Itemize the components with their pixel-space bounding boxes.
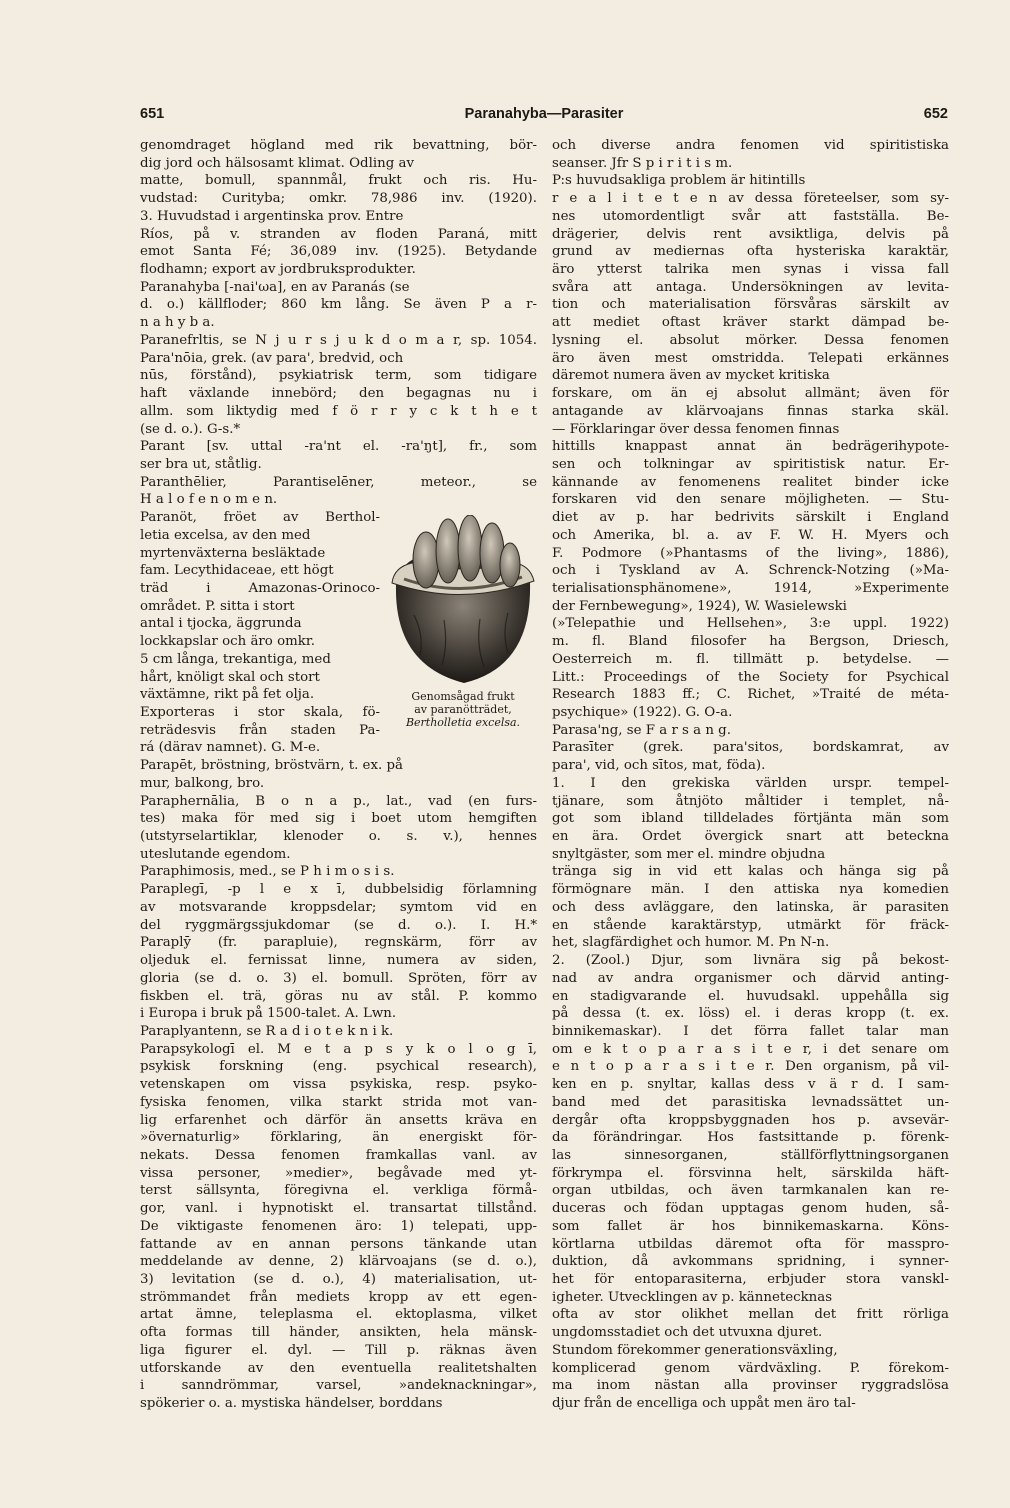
brazil-nut-illustration bbox=[384, 515, 542, 690]
text-line: 3) levitation (se d. o.), 4) materialisation, ut- bbox=[140, 1272, 537, 1287]
text-line: spökerier o. a. mystiska händelser, borddans bbox=[140, 1396, 443, 1412]
left-column bbox=[140, 137, 537, 1413]
running-title: Paranahyba—Parasiter bbox=[464, 106, 624, 122]
text-line: som fallet är hos binnikemaskarna. Köns- bbox=[552, 1218, 949, 1234]
text-line: dig jord och hälsosamt klimat. Odling av bbox=[140, 155, 414, 171]
text-line: nad av andra organismer och därvid anting- bbox=[552, 970, 949, 986]
text-line: antal i tjocka, äggrunda bbox=[140, 616, 302, 632]
text-line: att mediet oftast kräver starkt dämpad be- bbox=[552, 315, 949, 331]
text-line: Paranthēlier, Parantiselēner, meteor., se bbox=[140, 474, 537, 490]
text-line: n a h y b a. bbox=[140, 315, 215, 331]
text-line: diet av p. har bedrivits särskilt i England bbox=[552, 510, 949, 526]
text-line: nekats. Dessa fenomen framkallas vanl. av bbox=[140, 1147, 537, 1163]
text-line: hårt, knöligt skal och stort bbox=[140, 669, 320, 685]
text-line: genomdraget högland med rik bevattning, bör- bbox=[140, 138, 537, 153]
text-line: Parasīter (grek. para'sitos, bordskamrat, av bbox=[552, 740, 949, 756]
text-line: duktion, då avkommans spridning, i synner- bbox=[552, 1254, 949, 1270]
text-line: Paraplȳ (fr. parapluie), regnskärm, förr av bbox=[140, 935, 537, 951]
text-line: drägerier, delvis rent avsiktliga, delvis på bbox=[552, 226, 949, 242]
text-line: tion och materialisation försvåras särskilt av bbox=[552, 297, 949, 313]
text-line: matte, bomull, spannmål, frukt och ris. Hu- bbox=[140, 173, 537, 189]
text-line: P:s huvudsakliga problem är hitintills bbox=[552, 173, 806, 189]
text-line: och i Tyskland av A. Schrenck-Notzing (»Ma- bbox=[552, 563, 949, 579]
nut-1 bbox=[413, 532, 439, 588]
text-line: reträdesvis från staden Pa- bbox=[140, 722, 380, 738]
text-line: letia excelsa, av den med bbox=[140, 527, 311, 543]
text-line: kännande av fenomenens realitet binder icke bbox=[552, 474, 949, 490]
text-line: igheter. Utvecklingen av p. kännetecknas bbox=[552, 1289, 833, 1305]
text-line: psychique» (1922). G. O-a. bbox=[552, 705, 733, 720]
text-line: band med det parasitiska levnadssättet un- bbox=[552, 1094, 949, 1110]
text-line: Parapsykologī el. M e t a p s y k o l o g ī, bbox=[140, 1041, 537, 1057]
text-line: ofta formas till händer, ansikten, hela mänsk- bbox=[140, 1325, 537, 1341]
text-line: vudstad: Curityba; omkr. 78,986 inv. (1920). bbox=[140, 191, 537, 207]
text-line: Paranefrltis, se N j u r s j u k d o m a r, sp. 1054. bbox=[140, 332, 537, 348]
page-number-right: 652 bbox=[923, 106, 948, 122]
nut-5 bbox=[500, 543, 520, 587]
text-line: der Fernbewegung», 1924), W. Wasielewski bbox=[552, 598, 847, 614]
text-line: snyltgäster, som mer el. mindre objudna bbox=[552, 846, 826, 862]
text-line: duceras och födan upptagas genom huden, så- bbox=[552, 1201, 949, 1217]
text-line: förkrympa el. försvinna helt, särskilda häft- bbox=[552, 1165, 949, 1181]
right-column bbox=[552, 137, 949, 1413]
text-line: haft växlande innebörd; den begagnas nu i bbox=[140, 386, 537, 402]
text-line: mur, balkong, bro. bbox=[140, 775, 265, 791]
text-line: Paraplyantenn, se R a d i o t e k n i k. bbox=[140, 1023, 394, 1039]
text-line: 5 cm långa, trekantiga, med bbox=[140, 651, 331, 667]
text-line: del ryggmärgssjukdomar (se d. o.). I. H.* bbox=[140, 917, 537, 933]
text-line: Parapēt, bröstning, bröstvärn, t. ex. på bbox=[140, 758, 403, 774]
text-line: 1. I den grekiska världen urspr. tempel- bbox=[552, 775, 949, 791]
text-line: 2. (Zool.) Djur, som livnära sig på bekost- bbox=[552, 953, 949, 969]
text-line: ungdomsstadiet och det utvuxna djuret. bbox=[552, 1325, 823, 1341]
text-line: Para'nōia, grek. (av para', bredvid, och bbox=[140, 350, 404, 366]
page-header bbox=[140, 106, 948, 128]
text-line: nūs, förstånd), psykiatrisk term, som tidigare bbox=[140, 368, 537, 384]
text-line: Research 1883 ff.; C. Richet, »Traité de méta- bbox=[552, 687, 949, 703]
text-line: seanser. Jfr S p i r i t i s m. bbox=[552, 155, 733, 171]
text-line: ma inom nästan alla provinser ryggradslösa bbox=[552, 1378, 949, 1394]
text-line: e n t o p a r a s i t e r. Den organism, på vil- bbox=[552, 1059, 949, 1075]
text-line: dergår ofta kroppsbyggnaden hos p. avsevär- bbox=[552, 1112, 949, 1128]
text-line: het för entoparasiterna, erbjuder stora vanskl- bbox=[552, 1272, 949, 1287]
text-line: tjänare, som åtnjöto måltider i templet, nå- bbox=[552, 793, 949, 809]
text-line: Parasa'ng, se F a r s a n g. bbox=[552, 722, 731, 738]
text-line: ofta av stor olikhet mellan det fritt rörliga bbox=[552, 1307, 949, 1323]
text-line: Parant [sv. uttal -ra'nt el. -ra'ŋt], fr., som bbox=[140, 439, 537, 455]
text-line: (»Telepathie und Hellsehen», 3:e uppl. 1922) bbox=[552, 616, 949, 632]
text-line: djur från de encelliga och uppåt men äro tal- bbox=[552, 1396, 856, 1412]
text-line: Litt.: Proceedings of the Society for Psychical bbox=[552, 669, 949, 685]
text-line: F. Podmore (»Phantasms of the living», 1886), bbox=[552, 545, 949, 561]
text-line: en stående karaktärstyp, utmärkt för fräck- bbox=[552, 917, 949, 933]
text-line: däremot numera även av mycket kritiska bbox=[552, 368, 830, 384]
text-line: Paranöt, fröet av Berthol- bbox=[140, 510, 380, 526]
text-line: got som ibland tilldelades förtjänta män som bbox=[552, 811, 949, 827]
text-line: allm. som liktydig med f ö r r y c k t h e t bbox=[140, 403, 537, 419]
text-line: nes utomordentligt svår att fastställa. Be- bbox=[552, 208, 949, 224]
text-line: »övernaturlig» förklaring, än energiskt för- bbox=[140, 1130, 537, 1146]
text-line: hittills knappast annat än bedrägerihypote- bbox=[552, 439, 949, 455]
text-line: terialisationsphänomene», 1914, »Experimente bbox=[552, 580, 949, 596]
text-line: Oesterreich m. fl. tillmätt p. betydelse. — bbox=[552, 651, 949, 667]
text-line: liga figurer el. dyl. — Till p. räknas även bbox=[140, 1342, 537, 1358]
text-line: De viktigaste fenomenen äro: 1) telepati, upp- bbox=[140, 1218, 537, 1234]
text-line: 3. Huvudstad i argentinska prov. Entre bbox=[140, 208, 404, 224]
text-line: binnikemaskar). I det förra fallet talar man bbox=[552, 1023, 949, 1039]
text-line: las sinnesorganen, ställförflyttningsorganen bbox=[552, 1147, 949, 1163]
text-line: träd i Amazonas-Orinoco- bbox=[140, 580, 380, 596]
caption-line-2: av paranötträdet, bbox=[414, 703, 512, 716]
text-line: och dess avläggare, den latinska, är parasiten bbox=[552, 899, 949, 915]
text-line: lig erfarenhet och därför än ansetts kräva en bbox=[140, 1112, 537, 1128]
text-line: myrtenväxterna besläktade bbox=[140, 545, 326, 561]
text-line: körtlarna utbildas däremot ofta för masspro- bbox=[552, 1236, 949, 1252]
text-line: fiskben el. trä, göras nu av stål. P. kommo bbox=[140, 988, 537, 1004]
text-line: vetenskapen om vissa psykiska, resp. psyko- bbox=[140, 1077, 537, 1093]
text-line: utforskande av den eventuella realitetshalten bbox=[140, 1360, 537, 1376]
text-line: (se d. o.). G-s.* bbox=[140, 421, 241, 437]
text-line: tränga sig in vid ett kalas och hänga sig på bbox=[552, 864, 949, 880]
text-line: artat ämne, teleplasma el. ektoplasma, vilket bbox=[140, 1307, 537, 1323]
text-line: äro ytterst talrika men synas i vissa fall bbox=[552, 262, 949, 278]
text-line: svåra att antaga. Undersökningen av levita- bbox=[552, 279, 949, 295]
text-line: förmögnare män. I den attiska nya komedien bbox=[552, 882, 949, 898]
text-line: antagande av klärvoajans finnas starka skäl. bbox=[552, 403, 949, 419]
text-line: om e k t o p a r a s i t e r, i det senare om bbox=[552, 1041, 949, 1057]
text-line: i sanndrömmar, varsel, »andeknackningar», bbox=[140, 1378, 537, 1394]
text-line: en stadigvarande el. huvudsakl. uppehålla sig bbox=[552, 988, 949, 1004]
text-line: — Förklaringar över dessa fenomen finnas bbox=[552, 421, 840, 437]
text-line: växtämne, rikt på fet olja. bbox=[140, 687, 315, 703]
text-line: vissa personer, »medier», begåvade med yt- bbox=[140, 1165, 537, 1181]
text-line: av motsvarande kroppsdelar; symtom vid en bbox=[140, 899, 537, 915]
text-line: emot Santa Fé; 36,089 inv. (1925). Betydande bbox=[140, 244, 537, 260]
text-line: lockkapslar och äro omkr. bbox=[140, 634, 316, 650]
text-line: Paranahyba [-nai'ωa], en av Paranás (se bbox=[140, 279, 410, 295]
text-line: komplicerad genom värdväxling. P. förekom- bbox=[552, 1360, 949, 1376]
text-line: området. P. sitta i stort bbox=[140, 598, 295, 614]
text-line: H a l o f e n o m e n. bbox=[140, 492, 278, 508]
text-line: (utstyrselartiklar, klenoder o. s. v.), hennes bbox=[140, 829, 537, 845]
page-number-left: 651 bbox=[140, 106, 165, 122]
text-line: en ära. Ordet övergick snart att beteckna bbox=[552, 829, 949, 845]
text-line: r e a l i t e t e n av dessa företeelser, som sy- bbox=[552, 191, 949, 207]
text-line: Paraphernālia, B o n a p., lat., vad (en furs- bbox=[140, 793, 537, 809]
text-line: para', vid, och sītos, mat, föda). bbox=[552, 758, 766, 774]
text-line: meddelande av denne, 2) klärvoajans (se d. o.), bbox=[140, 1254, 537, 1270]
text-line: uteslutande egendom. bbox=[140, 846, 291, 862]
text-line: gor, vanl. i hypnotiskt el. transartat tillstånd. bbox=[140, 1201, 537, 1217]
text-line: grund av mediernas ofta hysteriska karaktär, bbox=[552, 244, 949, 260]
text-line: rá (därav namnet). G. M-e. bbox=[140, 740, 321, 756]
text-line: strömmandet från mediets kropp av ett egen- bbox=[140, 1289, 537, 1305]
text-line: i Europa i bruk på 1500-talet. A. Lwn. bbox=[140, 1006, 397, 1022]
text-line: på dessa (t. ex. löss) el. i deras kropp (t. ex. bbox=[552, 1006, 949, 1022]
nut-3 bbox=[458, 515, 482, 581]
text-line: Exporteras i stor skala, fö- bbox=[140, 705, 380, 720]
text-line: ken en p. snyltar, kallas dess v ä r d. I sam- bbox=[552, 1077, 949, 1093]
nut-2 bbox=[436, 519, 460, 583]
text-line: lysning el. absolut mörker. Dessa fenomen bbox=[552, 332, 949, 348]
text-line: Paraplegī, -p l e x ī, dubbelsidig förlamning bbox=[140, 882, 537, 898]
text-line: organ utbildas, och även tarmkanalen kan re- bbox=[552, 1183, 949, 1199]
text-line: Ríos, på v. stranden av floden Paraná, mitt bbox=[140, 226, 537, 242]
text-line: d. o.) källfloder; 860 km lång. Se även P a r- bbox=[140, 297, 537, 313]
text-line: oljeduk el. fernissat linne, numera av siden, bbox=[140, 953, 537, 969]
text-line: ser bra ut, ståtlig. bbox=[140, 456, 262, 472]
text-line: fam. Lecythidaceae, ett högt bbox=[140, 563, 334, 579]
text-line: m. fl. Bland filosofer ha Bergson, Driesch, bbox=[552, 634, 949, 650]
text-line: gloria (se d. o. 3) el. bomull. Spröten, förr av bbox=[140, 970, 537, 986]
text-line: tes) maka för med sig i boet utom hemgiften bbox=[140, 811, 537, 827]
caption-line-3: Bertholletia excelsa. bbox=[405, 716, 521, 729]
text-line: forskare, om än ej absolut allmänt; även för bbox=[552, 386, 949, 402]
caption-line-1: Genomsågad frukt bbox=[411, 690, 515, 703]
text-line: forskaren vid den senare möjligheten. — Stu- bbox=[552, 492, 949, 508]
text-line: och Amerika, bl. a. av F. W. H. Myers och bbox=[552, 527, 949, 543]
text-line: da förändringar. Hos fastsittande p. förenk- bbox=[552, 1130, 949, 1146]
text-line: fysiska fenomen, vilka starkt strida mot van- bbox=[140, 1094, 537, 1110]
text-line: sen och tolkningar av spiritistisk natur. Er- bbox=[552, 456, 949, 472]
text-line: terst sällsynta, föregivna el. verkliga förmå- bbox=[140, 1183, 537, 1199]
text-line: Stundom förekommer generationsväxling, bbox=[552, 1342, 838, 1358]
text-line: Paraphimosis, med., se P h i m o s i s. bbox=[140, 864, 395, 880]
text-line: psykisk forskning (eng. psychical research), bbox=[140, 1059, 537, 1075]
text-line: och diverse andra fenomen vid spiritistiska bbox=[552, 138, 949, 153]
figure-caption bbox=[388, 690, 538, 729]
text-line: flodhamn; export av jordbruksprodukter. bbox=[140, 262, 416, 278]
text-line: äro även mest omstridda. Telepati erkännes bbox=[552, 350, 949, 366]
text-line: fattande av en annan persons tänkande utan bbox=[140, 1236, 537, 1252]
text-line: het, slagfärdighet och humor. M. Pn N-n. bbox=[552, 935, 830, 951]
